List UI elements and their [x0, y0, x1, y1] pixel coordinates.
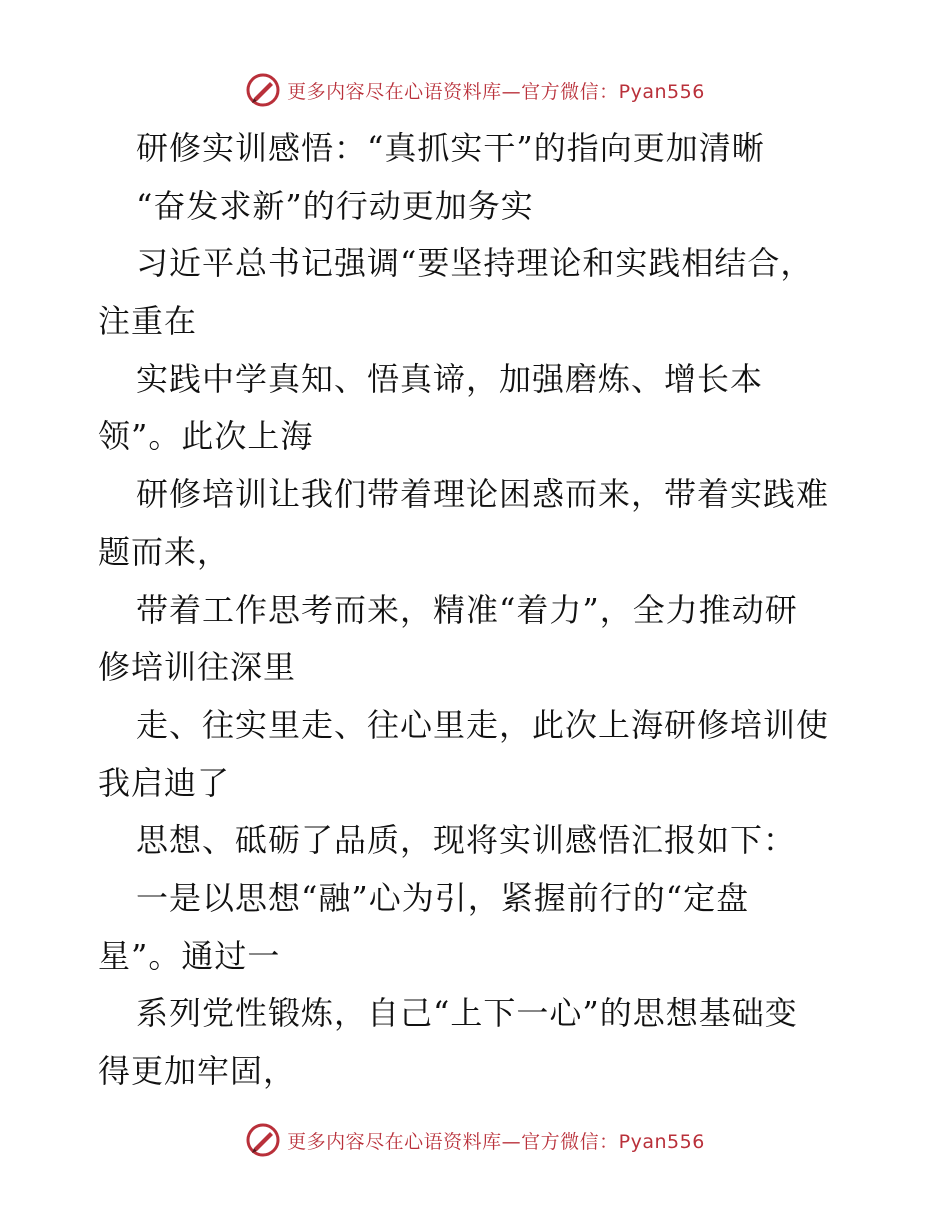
text-line: 注重在 — [98, 302, 198, 341]
text-line: 我启迪了 — [98, 763, 231, 802]
text-line: 一是以思想“融”心为引，紧握前行的“定盘 — [136, 878, 750, 917]
watermark-text: 更多内容尽在心语资料库—官方微信：Pyan556 — [287, 1130, 705, 1153]
text-line: 得更加牢固， — [98, 1052, 297, 1090]
text-line: 题而来， — [98, 532, 231, 571]
text-line: 修培训往深里 — [98, 648, 297, 687]
text-line: 研修培训让我们带着理论困惑而来，带着实践难 — [136, 475, 830, 514]
text-line: 思想、砥砺了品质，现将实训感悟汇报如下： — [136, 821, 797, 860]
text-line: 星”。通过一 — [98, 936, 281, 975]
text-line: 带着工作思考而来，精准“着力”，全力推动研 — [136, 590, 798, 629]
text-line: 领”。此次上海 — [98, 417, 314, 456]
footer-watermark — [0, 1120, 950, 1160]
pen-logo-icon — [245, 1122, 281, 1158]
text-line: “奋发求新”的行动更加务实 — [136, 186, 534, 225]
text-line: 习近平总书记强调“要坚持理论和实践相结合， — [136, 244, 814, 283]
document-body — [98, 120, 858, 1101]
text-line: 系列党性锻炼，自己“上下一心”的思想基础变 — [136, 994, 798, 1033]
watermark-text: 更多内容尽在心语资料库—官方微信：Pyan556 — [287, 80, 705, 103]
text-line: 研修实训感悟：“真抓实干”的指向更加清晰 — [136, 129, 765, 167]
pen-logo-icon — [245, 72, 281, 108]
text-line: 实践中学真知、悟真谛，加强磨炼、增长本 — [136, 359, 764, 398]
text-line: 走、往实里走、往心里走，此次上海研修培训使 — [136, 705, 830, 744]
header-watermark — [0, 70, 950, 110]
